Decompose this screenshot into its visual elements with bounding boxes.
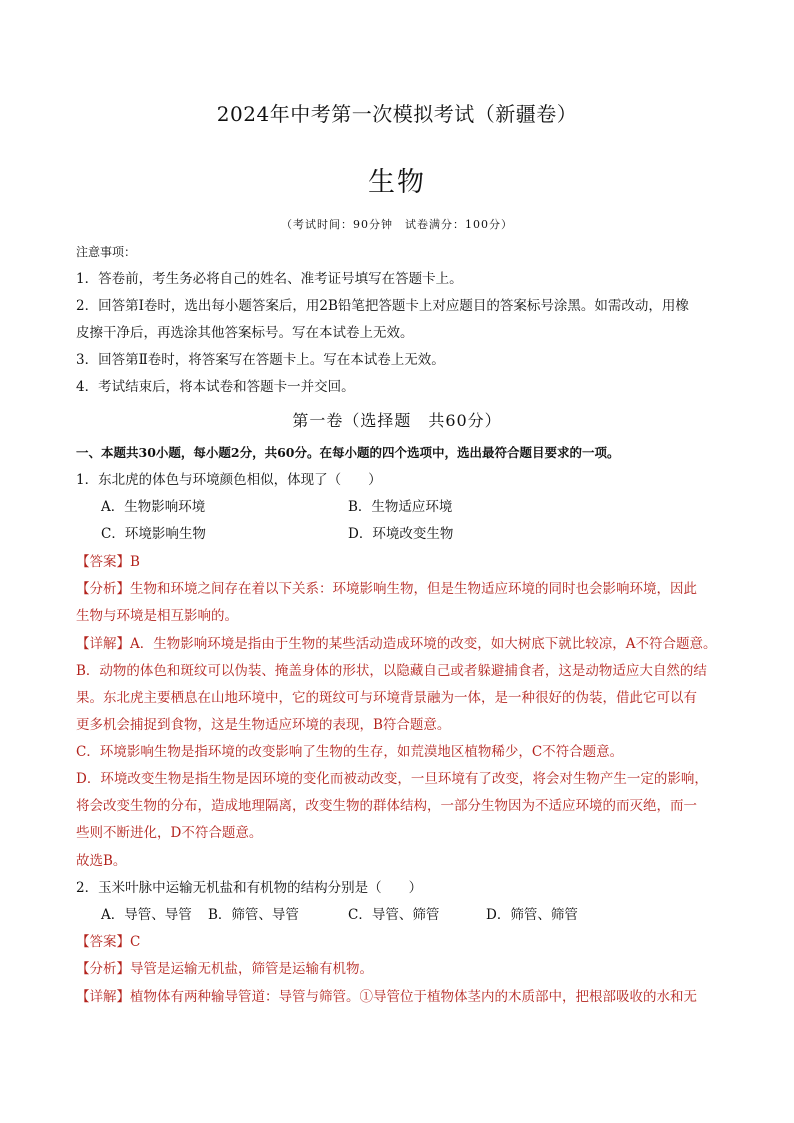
option-d: D．环境改变生物 [348,526,454,542]
detail-tag: 【详解】 [76,636,130,652]
detail-line: B．动物的体色和斑纹可以伪装、掩盖身体的形状，以隐藏自己或者躲避捕食者，这是动物适应大自然的结 [76,663,707,679]
detail-line: 果。东北虎主要栖息在山地环境中，它的斑纹可与环境背景融为一体，是一种很好的伪装，借此它可以有 [76,690,697,706]
answer-tag: 【答案】 [76,554,130,570]
option-b: B．筛管、导管 [208,907,299,923]
answer-line [76,933,720,951]
answer-tag: 【答案】 [76,934,130,950]
option-a: A．导管、导管 [101,907,192,923]
conclusion-line: 故选B。 [76,853,127,869]
detail-text: A．生物影响环境是指由于生物的某些活动造成环境的改变，如大树底下就比较凉，A不符合题意。 [130,636,717,652]
exam-title: 2024年中考第一次模拟考试（新疆卷） [216,102,578,126]
analysis-tag: 【分析】 [76,581,130,597]
question-stem: 2．玉米叶脉中运输无机盐和有机物的结构分别是（ ） [76,880,423,896]
instruction-part: ，选出最符合题目要求的一项。 [444,445,620,460]
notice-item: 3．回答第Ⅱ卷时，将答案写在答题卡上。写在本试卷上无效。 [76,352,445,368]
instruction-emphasis: 四个选项中 [382,445,445,460]
analysis-line [76,960,720,978]
detail-line: 将会改变生物的分布，造成地理隔离，改变生物的群体结构，一部分生物因为不适应环境的而灭绝，而一 [76,798,697,814]
option-c: C．导管、筛管 [348,907,440,923]
detail-line: C．环境影响生物是指环境的改变影响了生物的生存，如荒漠地区植物稀少，C不符合题意。 [76,744,624,760]
analysis-line [76,580,720,598]
answer-value: B [130,554,140,570]
analysis-text: 导管是运输无机盐，筛管是运输有机物。 [130,961,373,977]
analysis-line: 生物与环境是相互影响的。 [76,608,238,624]
question-stem: 1．东北虎的体色与环境颜色相似，体现了（ ） [76,472,382,488]
detail-line: D．环境改变生物是指生物是因环境的变化而被动改变，一旦环境有了改变，将会对生物产生一定的影响， [76,771,708,787]
subject-title: 生物 [368,167,426,198]
detail-line [76,635,720,653]
detail-line: 些则不断进化，D不符合题意。 [76,825,263,841]
notice-item: 1．答卷前，考生务必将自己的姓名、准考证号填写在答题卡上。 [76,271,463,287]
option-c: C．环境影响生物 [101,526,206,542]
detail-line: 更多机会捕捉到食物，这是生物适应环境的表现，B符合题意。 [76,717,451,733]
instruction-part: 一、本题共30小题，每小题2分，共60分。在每小题的 [76,445,382,460]
option-d: D．筛管、筛管 [486,907,578,923]
notice-item: 4．考试结束后，将本试卷和答题卡一并交回。 [76,379,355,395]
answer-line [76,553,720,571]
section-instruction [76,444,720,462]
notice-item: 皮擦干净后，再选涂其他答案标号。写在本试卷上无效。 [76,325,414,341]
detail-line [76,988,720,1006]
detail-tag: 【详解】 [76,989,130,1005]
notice-item: 2．回答第Ⅰ卷时，选出每小题答案后，用2B铅笔把答题卡上对应题目的答案标号涂黑。如需改动，用橡 [76,298,689,314]
analysis-text: 生物和环境之间存在着以下关系：环境影响生物，但是生物适应环境的同时也会影响环境，因此 [130,581,697,597]
section-title: 第一卷（选择题 共60分） [292,411,502,430]
option-b: B．生物适应环境 [348,499,453,515]
option-a: A．生物影响环境 [101,499,206,515]
notice-heading: 注意事项： [76,245,137,259]
detail-text: 植物体有两种输导管道：导管与筛管。①导管位于植物体茎内的木质部中，把根部吸收的水和无 [130,989,697,1005]
answer-value: C [130,934,141,950]
analysis-tag: 【分析】 [76,961,130,977]
exam-info: （考试时间：90分钟 试卷满分：100分） [281,218,513,231]
